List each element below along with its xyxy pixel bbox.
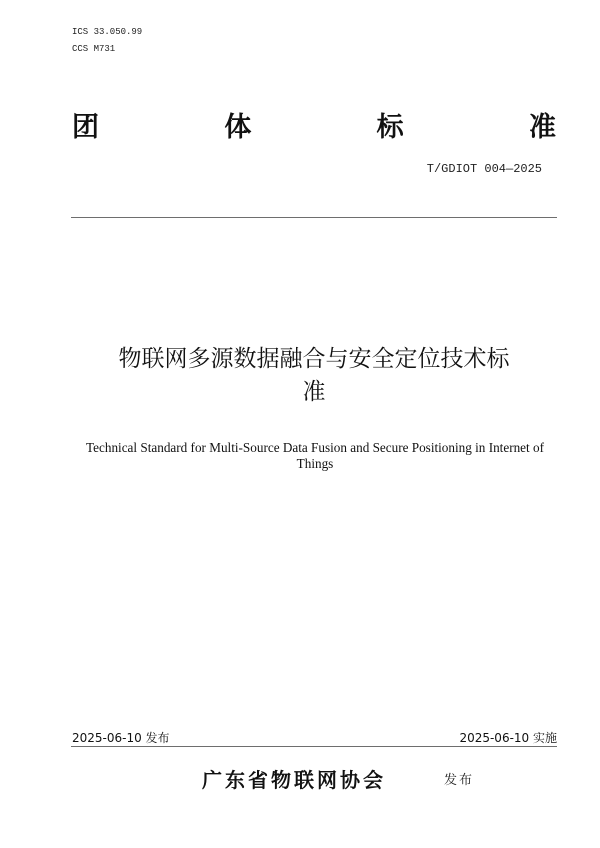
standard-type-char-4: 准: [528, 112, 556, 143]
release-date: 2025-06-10 发布: [72, 731, 170, 745]
standard-type-char-1: 团: [72, 112, 99, 143]
chinese-title-line-2: 准: [302, 379, 326, 405]
publisher-name: 广东省物联网协会: [202, 768, 386, 792]
english-title: [60, 440, 570, 472]
publish-label: 发布: [444, 773, 475, 788]
english-title-line-1: Technical Standard for Multi-Source Data Fusion and Secure Positioning in Internet of: [86, 440, 544, 455]
ccs-code: CCS M731: [72, 44, 116, 54]
standard-type-char-2: 体: [224, 112, 252, 143]
english-title-line-2: Things: [296, 456, 334, 471]
top-divider: [71, 217, 557, 218]
implementation-date: 2025-06-10 实施: [459, 731, 557, 745]
bottom-divider: [71, 746, 557, 747]
classification-codes: [72, 24, 142, 58]
chinese-title: [70, 343, 558, 409]
standard-type-heading: [72, 110, 556, 146]
standard-type-char-3: 标: [376, 112, 404, 143]
ics-code: ICS 33.050.99: [72, 27, 143, 37]
standard-number: T/GDIOT 004—2025: [426, 162, 542, 176]
chinese-title-line-1: 物联网多源数据融合与安全定位技术标: [118, 346, 510, 372]
